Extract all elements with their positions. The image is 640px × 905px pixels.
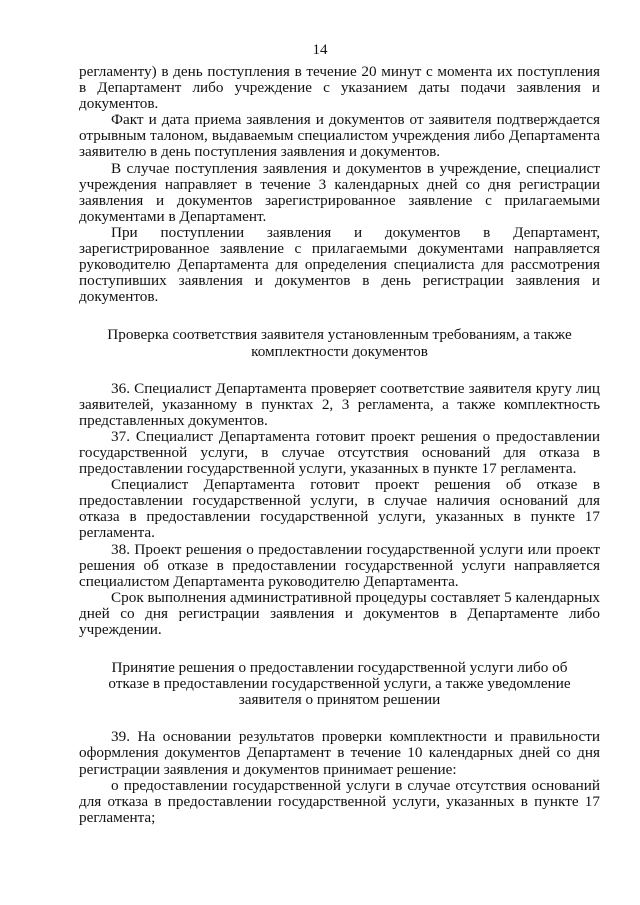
paragraph-38-deadline: Срок выполнения административной процедуры составляет 5 календарных дней со дня регистрации заявления и документов в Департаменте либо учреждении. (79, 588, 600, 638)
paragraph-continued: регламенту) в день поступления в течение 20 минут с момента их поступления в Департамент либо учреждение с указанием даты подачи заявления и документов. (79, 63, 600, 113)
section-heading-verification: Проверка соответствия заявителя установленным требованиям, а также комплектности документов (107, 326, 572, 360)
paragraph-receipt-fact: Факт и дата приема заявления и документов от заявителя подтверждается отрывным талоном, выдаваемым специалистом учреждения либо Департамента заявителю в день поступления заявления и документов. (79, 111, 600, 161)
document-body (79, 64, 600, 826)
paragraph-38: 38. Проект решения о предоставлении государственной услуги или проект решения об отказе в предоставлении государственной услуги направляется специалистом Департамента руководителю Департамента. (79, 540, 600, 590)
paragraph-institution-forwarding: В случае поступления заявления и документов в учреждение, специалист учреждения направляет в течение 3 календарных дней со дня регистрации заявления и документов зарегистрированное заявление с прилагаемыми документами в Департамент. (79, 159, 600, 225)
paragraph-department-receipt: При поступлении заявления и документов в Департамент, зарегистрированное заявление с прилагаемыми документами направляется руководителю Департамента для определения специалиста для рассмотрения поступивших заявления и документов в день регистрации заявления и документов. (79, 223, 600, 306)
paragraph-36: 36. Специалист Департамента проверяет соответствие заявителя кругу лиц заявителей, указанному в пунктах 2, 3 регламента, а также комплектность представленных документов. (79, 379, 600, 429)
paragraph-37-refusal: Специалист Департамента готовит проект решения об отказе в предоставлении государственной услуги, в случае наличия оснований для отказа в предоставлении государственной услуги, указанных в пункте 17 регламента. (79, 476, 600, 542)
section-heading-decision: Принятие решения о предоставлении государственной услуги либо об отказе в предоставлении государственной услуги, а также уведомление заявителя о принятом решении (108, 659, 571, 709)
paragraph-37: 37. Специалист Департамента готовит проект решения о предоставлении государственной услуги, в случае отсутствия оснований для отказа в предоставлении государственной услуги, указанных в пункте 17 регламента. (79, 427, 600, 478)
page-number: 14 (312, 42, 328, 58)
paragraph-39: 39. На основании результатов проверки комплектности и правильности оформления документов Департамент в течение 10 календарных дней со дня регистрации заявления и документов принимает решение: (79, 728, 600, 778)
paragraph-39-grant: о предоставлении государственной услуги в случае отсутствия оснований для отказа в предоставлении государственной услуги, указанных в пункте 17 регламента; (79, 776, 600, 826)
